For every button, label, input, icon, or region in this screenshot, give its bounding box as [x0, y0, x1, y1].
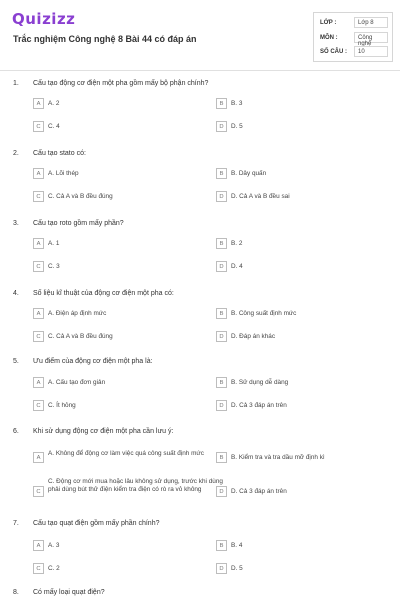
option-text: B. Sử dụng dễ dàng: [231, 379, 289, 386]
option-text: B. 2: [231, 240, 243, 247]
meta-value: Công nghệ: [354, 32, 388, 43]
option-text: D. Cả 3 đáp án trên: [231, 402, 287, 409]
option-letter-box: C: [33, 191, 44, 202]
meta-label: SỐ CÂU :: [320, 49, 347, 55]
option-text: D. Đáp án khác: [231, 333, 276, 340]
option-letter-box: A: [33, 238, 44, 249]
option-letter-box: D: [216, 191, 227, 202]
question-text: Có mấy loại quạt điện?: [33, 589, 105, 596]
option-text: C. 4: [48, 123, 60, 130]
option-text: D. 5: [231, 123, 243, 130]
meta-row-class: [320, 17, 390, 31]
option-letter-box: C: [33, 331, 44, 342]
option-text: A. 1: [48, 240, 60, 247]
option-text: C. Động cơ mới mua hoặc lâu không sử dụng, trước khi dùng phải dùng bút thử điện kiểm tra điện có rò ra vỏ không: [48, 478, 223, 493]
meta-box: [313, 12, 393, 62]
option-text: A. Điện áp định mức: [48, 310, 107, 317]
option-letter-box: A: [33, 168, 44, 179]
option-letter-box: A: [33, 377, 44, 388]
question-text: Khi sử dụng động cơ điện một pha cần lưu ý:: [33, 428, 174, 435]
meta-row-count: [320, 46, 390, 60]
worksheet-header: [0, 0, 400, 71]
meta-value: 10: [354, 46, 388, 57]
meta-value: Lớp 8: [354, 17, 388, 28]
option-letter-box: D: [216, 563, 227, 574]
option-text: C. 3: [48, 263, 60, 270]
option-letter-box: B: [216, 168, 227, 179]
option-letter-box: B: [216, 452, 227, 463]
option-text: B. 4: [231, 542, 243, 549]
option-letter-box: A: [33, 452, 44, 463]
option-text: D. 4: [231, 263, 243, 270]
meta-label: LỚP :: [320, 20, 337, 26]
option-text: A. 2: [48, 100, 60, 107]
option-letter-box: B: [216, 377, 227, 388]
question-text: Số liệu kĩ thuật của động cơ điện một pha có:: [33, 290, 174, 297]
option-letter-box: C: [33, 261, 44, 272]
question-text: Ưu điểm của động cơ điện một pha là:: [33, 358, 153, 365]
option-letter-box: D: [216, 261, 227, 272]
meta-row-subject: [320, 32, 390, 46]
option-text: B. Kiểm tra và tra dầu mỡ định kì: [231, 454, 325, 461]
question-number: 4.: [13, 290, 19, 297]
option-letter-box: B: [216, 308, 227, 319]
option-text: B. Công suất định mức: [231, 310, 297, 317]
option-letter-box: D: [216, 121, 227, 132]
option-text: B. Dây quấn: [231, 170, 267, 177]
question-number: 5.: [13, 358, 19, 365]
option-text: D. Cả 3 đáp án trên: [231, 488, 287, 495]
quizizz-logo: Quizizz: [12, 10, 76, 28]
option-letter-box: D: [216, 486, 227, 497]
option-text: C. 2: [48, 565, 60, 572]
question-number: 1.: [13, 80, 19, 87]
question-text: Cấu tạo động cơ điện một pha gồm mấy bộ phận chính?: [33, 80, 209, 87]
option-text: A. 3: [48, 542, 60, 549]
option-letter-box: D: [216, 400, 227, 411]
option-letter-box: A: [33, 98, 44, 109]
question-number: 3.: [13, 220, 19, 227]
question-text: Cấu tạo quạt điện gồm mấy phần chính?: [33, 520, 160, 527]
option-text: C. Cả A và B đều đúng: [48, 193, 113, 200]
question-number: 8.: [13, 589, 19, 596]
option-letter-box: A: [33, 308, 44, 319]
option-letter-box: D: [216, 331, 227, 342]
option-letter-box: B: [216, 238, 227, 249]
option-letter-box: C: [33, 121, 44, 132]
option-letter-box: B: [216, 540, 227, 551]
option-text: A. Không để động cơ làm việc quá công suất định mức: [48, 450, 204, 457]
option-letter-box: C: [33, 486, 44, 497]
question-number: 7.: [13, 520, 19, 527]
question-number: 6.: [13, 428, 19, 435]
option-letter-box: C: [33, 400, 44, 411]
question-text: Cấu tạo roto gồm mấy phần?: [33, 220, 124, 227]
option-text: C. Ít hỏng: [48, 402, 76, 409]
option-letter-box: C: [33, 563, 44, 574]
worksheet-title: Trắc nghiệm Công nghệ 8 Bài 44 có đáp án: [13, 34, 197, 44]
question-text: Cấu tạo stato có:: [33, 150, 86, 157]
option-text: D. 5: [231, 565, 243, 572]
option-letter-box: A: [33, 540, 44, 551]
meta-label: MÔN :: [320, 35, 338, 41]
option-text: B. 3: [231, 100, 243, 107]
option-text: A. Cấu tạo đơn giản: [48, 379, 106, 386]
option-text: D. Cả A và B đều sai: [231, 193, 290, 200]
option-letter-box: B: [216, 98, 227, 109]
option-text: A. Lõi thép: [48, 170, 79, 177]
question-number: 2.: [13, 150, 19, 157]
option-text: C. Cả A và B đều đúng: [48, 333, 113, 340]
